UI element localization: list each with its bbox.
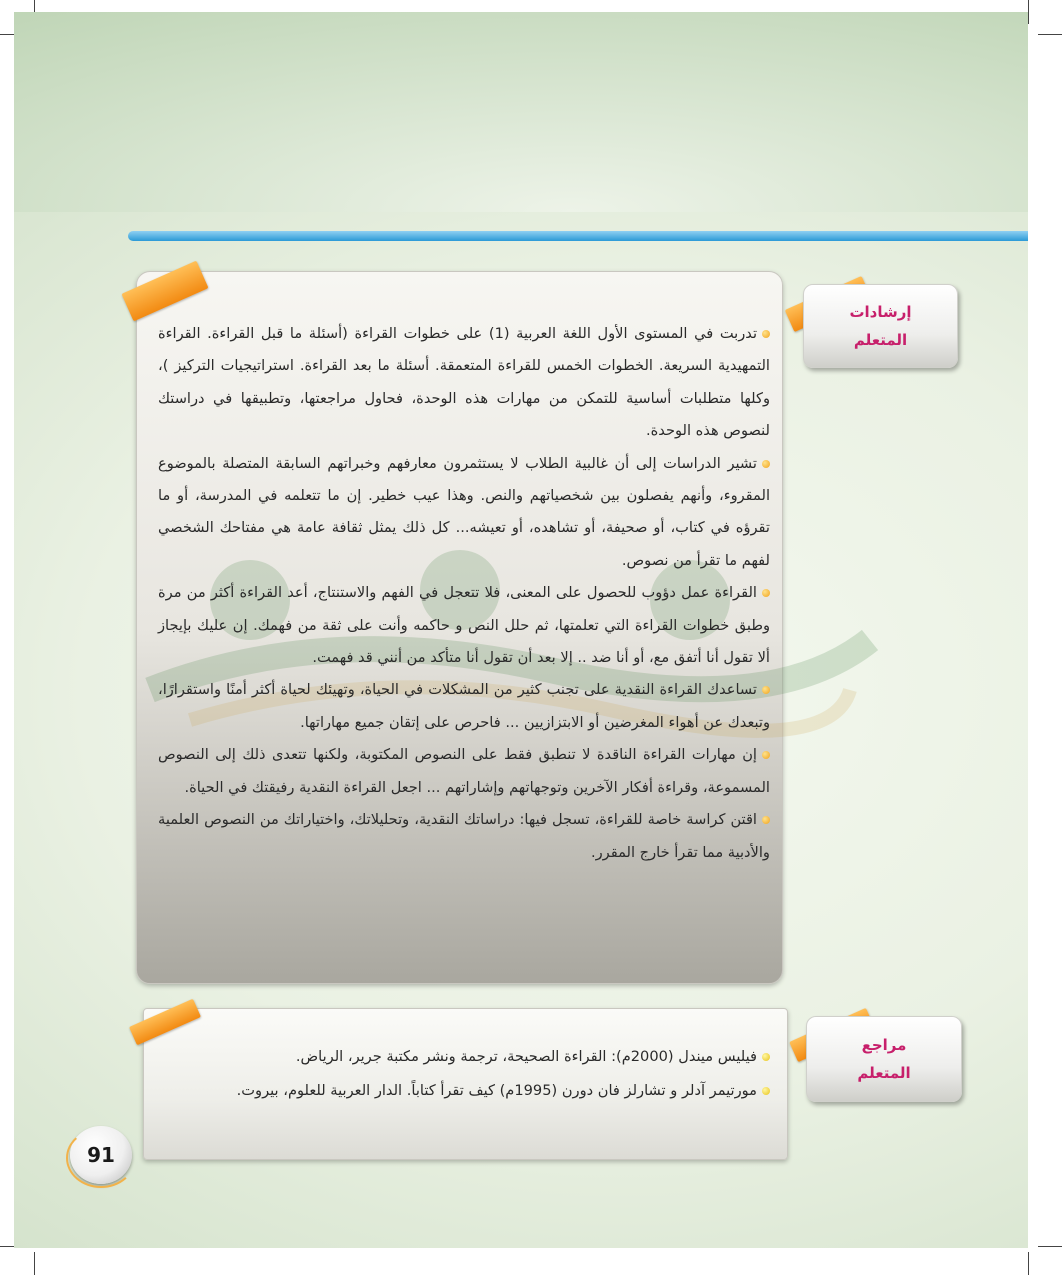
bullet-icon bbox=[762, 816, 770, 824]
bullet-icon bbox=[762, 460, 770, 468]
references-label-line1: مراجع bbox=[861, 1036, 907, 1054]
page-number: 91 bbox=[87, 1143, 115, 1167]
guidance-item: تشير الدراسات إلى أن غالبية الطلاب لا يستثمرون معارفهم وخبراتهم السابقة المتصلة بالموضوع المقروء، وأنهم يفصلون بين شخصياتهم والنص. وهذا عيب خطير. إن ما تتعلمه في المدرسة، أو ما تقرؤه في كتاب، أو صحيفة، أو تشاهده، أو تعيشه... كل ذلك يمثل ثقافة عامة هي مفتاحك الشخصي لفهم ما تقرأ من نصوص. bbox=[158, 454, 770, 569]
page-number-badge bbox=[70, 1126, 132, 1184]
references-text bbox=[160, 1040, 770, 1108]
reference-item: مورتيمر آدلر و تشارلز فان دورن (1995م) كيف تقرأ كتاباً. الدار العربية للعلوم، بيروت. bbox=[160, 1074, 770, 1108]
guidance-item: تساعدك القراءة النقدية على تجنب كثير من المشكلات في الحياة، وتهيئك لحياة أكثر أمنًا واستقرارًا، وتبعدك عن أهواء المغرضين أو الابتزازيين ... فاحرص على إتقان جميع مهاراتها. bbox=[158, 681, 770, 731]
crop-mark bbox=[1038, 1246, 1062, 1247]
crop-mark bbox=[1028, 0, 1029, 24]
guidance-item: اقتن كراسة خاصة للقراءة، تسجل فيها: دراساتك النقدية، وتحليلاتك، واختياراتك من النصوص العلمية والأدبية مما تقرأ خارج المقرر. bbox=[158, 811, 770, 861]
guidance-label bbox=[803, 284, 958, 368]
guidance-label-line1: إرشادات bbox=[849, 303, 912, 321]
references-label-line2: المتعلم bbox=[857, 1064, 911, 1082]
section-divider bbox=[128, 231, 1028, 241]
guidance-item: تدربت في المستوى الأول اللغة العربية (1) على خطوات القراءة (أسئلة ما قبل القراءة. القراءة التمهيدية السريعة. الخطوات الخمس للقراءة المتعمقة. أسئلة ما بعد القراءة. استراتيجيات التركيز )، وكلها متطلبات أساسية للتمكن من مهارات هذه الوحدة، فحاول مراجعتها، وتطبيقها في دراستك لنصوص هذه الوحدة. bbox=[158, 325, 770, 440]
bullet-icon bbox=[762, 330, 770, 338]
bullet-icon bbox=[762, 751, 770, 759]
references-label bbox=[806, 1016, 962, 1102]
crop-mark bbox=[1038, 34, 1062, 35]
bullet-icon bbox=[762, 686, 770, 694]
guidance-label-line2: المتعلم bbox=[853, 331, 908, 349]
bullet-icon bbox=[762, 1087, 770, 1095]
guidance-item: إن مهارات القراءة الناقدة لا تنطبق فقط على النصوص المكتوبة، ولكنها تتعدى ذلك إلى النصوص المسموعة، وقراءة أفكار الآخرين وتوجهاتهم وإشاراتهم ... اجعل القراءة النقدية رفيقتك في الحياة. bbox=[158, 746, 770, 796]
crop-mark bbox=[34, 1252, 35, 1275]
guidance-text bbox=[158, 318, 770, 869]
page-header-band bbox=[14, 12, 1028, 212]
bullet-icon bbox=[762, 1053, 770, 1061]
crop-mark bbox=[1028, 1252, 1029, 1275]
bullet-icon bbox=[762, 589, 770, 597]
guidance-item: القراءة عمل دؤوب للحصول على المعنى، فلا تتعجل في الفهم والاستنتاج، أعد القراءة أكثر من مرة وطبق خطوات القراءة التي تعلمتها، ثم حلل النص و حاكمه وأنت على ثقة من فهمك. إن عليك بإيجاز ألا تقول أنا أتفق مع، أو أنا ضد .. إلا بعد أن تقول أنا متأكد من أنني قد فهمت. bbox=[158, 584, 770, 667]
reference-item: فيليس ميندل (2000م): القراءة الصحيحة، ترجمة ونشر مكتبة جرير، الرياض. bbox=[160, 1040, 770, 1074]
